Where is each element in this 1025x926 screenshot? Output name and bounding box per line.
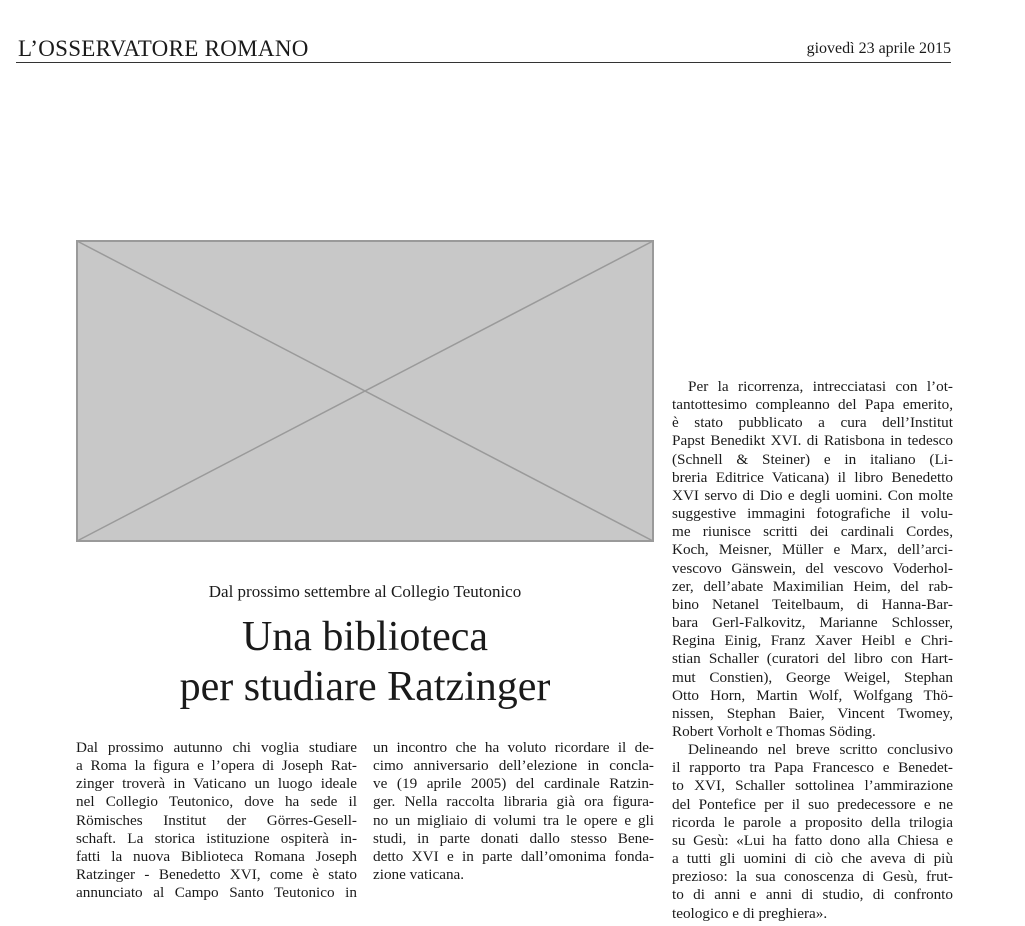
body-line: Robert Vorholt e Thomas Söding. (672, 722, 876, 740)
body-line: breria Editrice Vaticana) il libro Benedetto (672, 468, 953, 486)
body-line: Römisches Institut der Görres-Gesell- (76, 811, 357, 829)
headline-line-1: Una biblioteca (241, 614, 489, 660)
article-kicker: Dal prossimo settembre al Collegio Teutonico (208, 582, 522, 601)
column-2 (373, 739, 654, 884)
body-line: del Pontefice per il suo predecessore e ne (672, 795, 953, 813)
body-line: XVI servo di Dio e degli uomini. Con molte (672, 486, 953, 504)
body-line: un incontro che ha voluto ricordare il de- (373, 739, 654, 756)
issue-date: giovedì 23 aprile 2015 (806, 40, 951, 57)
article-headline (76, 612, 654, 712)
body-line: zinger troverà in Vaticano un luogo ideale (76, 775, 357, 793)
headline-line-2: per studiare Ratzinger (179, 664, 551, 710)
body-line: bino Netanel Teitelbaum, di Hanna-Bar- (672, 595, 953, 613)
body-line: fatti la nuova Biblioteca Romana Joseph (76, 847, 357, 865)
body-line: Ratzinger - Benedetto XVI, come è stato (76, 866, 357, 884)
body-line: Papst Benedikt XVI. di Ratisbona in tedesco (672, 432, 953, 450)
body-line: cimo anniversario dell’elezione in concla- (373, 757, 654, 775)
body-line: ve (19 aprile 2005) del cardinale Ratzin- (373, 775, 654, 793)
body-line: ricorda le parole a proposito della trilogia (672, 813, 953, 831)
photo-placeholder (76, 40, 654, 542)
body-line: suggestive immagini fotografiche il volu- (672, 505, 953, 523)
body-line: Regina Einig, Franz Xaver Heibl e Chri- (672, 632, 953, 650)
body-line: è stato pubblicato a cura dell’Institut (672, 414, 953, 432)
body-line: studi, in parte donati dallo stesso Bene- (373, 829, 654, 847)
body-line: detto XVI e in parte dall’omonima fonda- (373, 847, 654, 865)
body-line: stian Schaller (curatori del libro con Hart- (672, 650, 953, 668)
body-line: Per la ricorrenza, intrecciatasi con l’ot- (688, 378, 953, 395)
body-line: Delineando nel breve scritto conclusivo (688, 741, 953, 759)
body-line: to di anni e anni di studio, di confronto (672, 886, 953, 904)
masthead: L’OSSERVATORE ROMANO (18, 36, 309, 61)
body-line: bara Gerl-Falkovitz, Marianne Schlosser, (672, 614, 953, 632)
body-line: il rapporto tra Papa Francesco e Benedet- (672, 759, 953, 777)
body-line: Koch, Meisner, Müller e Marx, dell’arci- (672, 541, 953, 559)
body-line: to XVI, Schaller sottolinea l’ammirazione (672, 777, 953, 795)
body-line: a Roma la figura e l’opera di Joseph Rat- (76, 757, 357, 775)
body-line: prezioso: la sua conoscenza di Gesù, frut- (672, 868, 953, 886)
column-3 (672, 378, 953, 923)
body-line: schaft. La storica istituzione ospiterà in- (76, 829, 357, 847)
body-line: me riunisce scritti dei cardinali Cordes, (672, 523, 953, 541)
body-line: su Gesù: «Lui ha fatto dono alla Chiesa e (672, 831, 953, 849)
body-line: teologico e di preghiera». (672, 904, 828, 922)
column-1 (76, 739, 357, 902)
body-line: zer, dell’abate Maximilian Heim, del rab- (672, 577, 953, 595)
body-line: Dal prossimo autunno chi voglia studiare (76, 739, 357, 756)
body-line: vescovo Gänswein, del vescovo Voderhol- (672, 559, 953, 577)
body-line: zione vaticana. (373, 866, 465, 884)
body-line: ger. Nella raccolta libraria già ora figura- (373, 793, 654, 811)
body-line: annunciato al Campo Santo Teutonico in (76, 884, 357, 902)
body-line: a tutti gli uomini di ciò che aveva di più (672, 850, 953, 868)
body-line: nel Collegio Teutonico, dove ha sede il (76, 793, 357, 811)
body-line: Otto Horn, Martin Wolf, Wolfgang Thö- (672, 686, 953, 704)
body-line: nissen, Stephan Baier, Vincent Twomey, (672, 704, 953, 722)
body-line: tantottesimo compleanno del Papa emerito, (672, 396, 953, 414)
body-line: mut Constien), George Weigel, Stephan (672, 668, 953, 686)
body-line: (Schnell & Steiner) e in italiano (Li- (672, 450, 953, 468)
body-line: no un migliaio di volumi tra le opere e gli (373, 811, 654, 829)
